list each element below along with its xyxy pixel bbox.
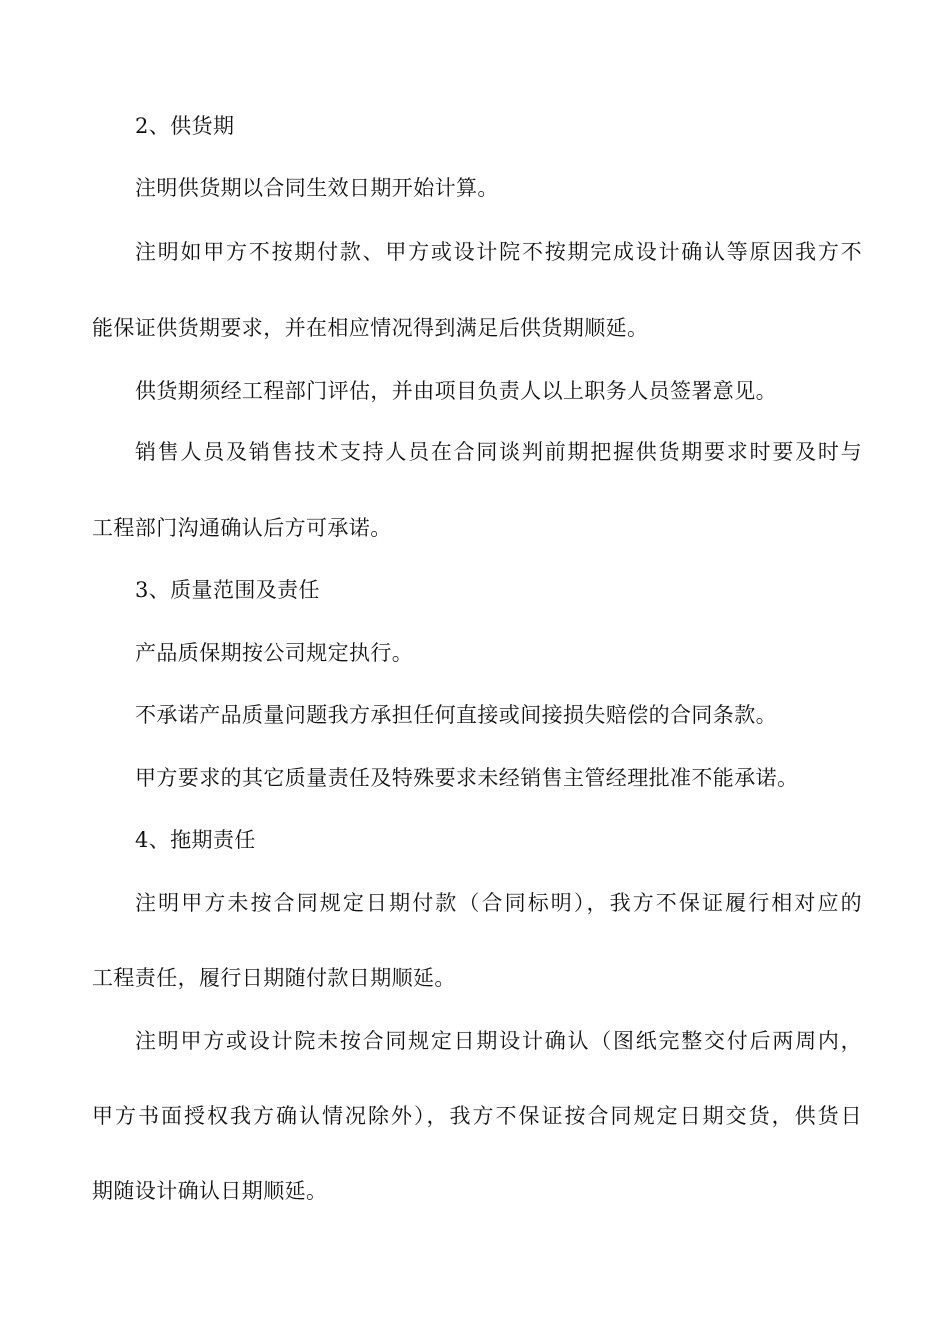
paragraph: 注明甲方或设计院未按合同规定日期设计确认（图纸完整交付后两周内， <box>135 1029 862 1053</box>
paragraph-continuation: 工程责任，履行日期随付款日期顺延。 <box>92 966 456 990</box>
paragraph: 供货期须经工程部门评估，并由项目负责人以上职务人员签署意见。 <box>135 379 777 403</box>
section-heading-quality-scope: 3、质量范围及责任 <box>135 578 320 602</box>
paragraph: 销售人员及销售技术支持人员在合同谈判前期把握供货期要求时要及时与 <box>135 440 862 464</box>
paragraph: 注明如甲方不按期付款、甲方或设计院不按期完成设计确认等原因我方不 <box>135 240 862 264</box>
section-heading-delivery-period: 2、供货期 <box>135 114 235 138</box>
paragraph-continuation: 期随设计确认日期顺延。 <box>92 1179 328 1203</box>
paragraph: 甲方要求的其它质量责任及特殊要求未经销售主管经理批准不能承诺。 <box>135 766 799 790</box>
paragraph: 产品质保期按公司规定执行。 <box>135 641 414 665</box>
paragraph: 注明供货期以合同生效日期开始计算。 <box>135 176 499 200</box>
paragraph: 注明甲方未按合同规定日期付款（合同标明），我方不保证履行相对应的 <box>135 891 862 915</box>
paragraph-continuation: 甲方书面授权我方确认情况除外），我方不保证按合同规定日期交货，供货日 <box>92 1104 862 1128</box>
paragraph-continuation: 能保证供货期要求，并在相应情况得到满足后供货期顺延。 <box>92 316 649 340</box>
paragraph: 不承诺产品质量问题我方承担任何直接或间接损失赔偿的合同条款。 <box>135 703 777 727</box>
section-heading-delay-liability: 4、拖期责任 <box>135 828 256 852</box>
paragraph-continuation: 工程部门沟通确认后方可承诺。 <box>92 516 392 540</box>
